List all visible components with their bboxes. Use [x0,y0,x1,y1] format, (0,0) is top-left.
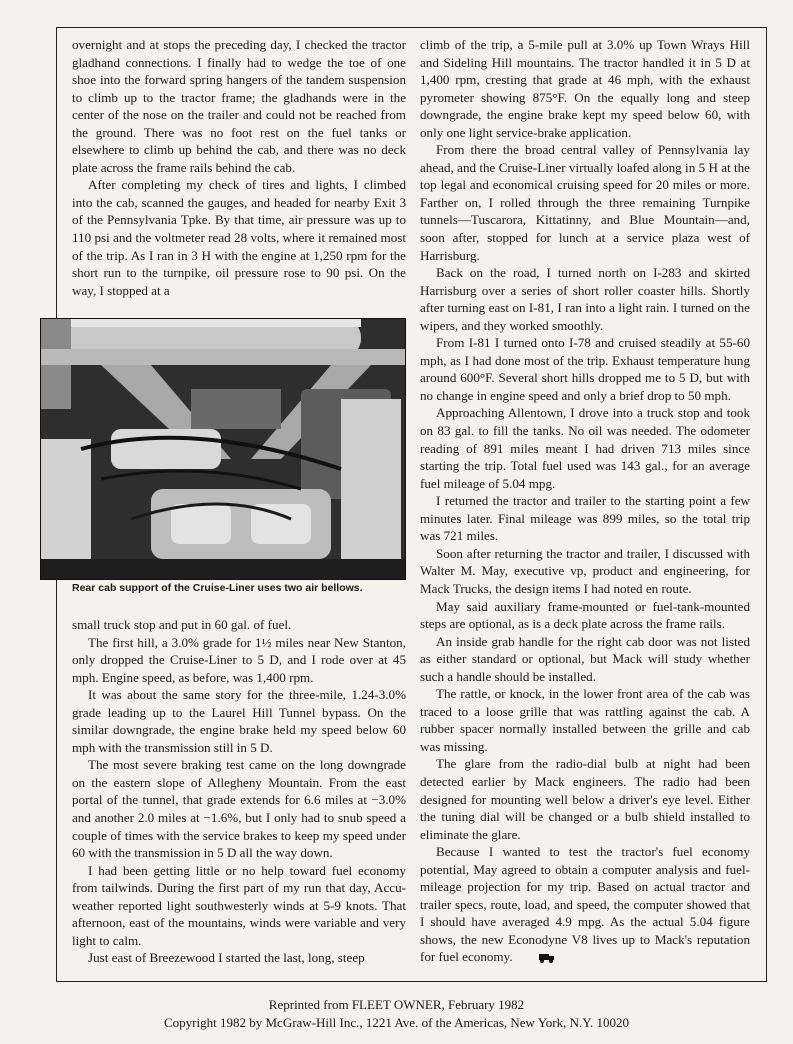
paragraph: small truck stop and put in 60 gal. of fuel. [72,617,292,632]
paragraph: Back on the road, I turned north on I-283 and skirted Harrisburg over a series of short roller coaster hills. Shortly after turning east on I-81, I ran into a light rain. I turned on the wipers, and they worked smoothly. [420,265,750,333]
cab-support-photo [40,318,406,580]
paragraph: Soon after returning the tractor and trailer, I discussed with Walter M. May, executive vp, product and engineering, for Mack Trucks, the design items I had noted en route. [420,545,750,596]
paragraph: It was about the same story for the three-mile, 1.24-3.0% grade leading up to the Laurel Hill Tunnel bypass. On the similar downgrade, the engine brake held my speed below 60 mph with the transmission still in 5 D. [72,687,406,755]
paragraph: May said auxiliary frame-mounted or fuel-tank-mounted steps are optional, as is a deck plate across the frame rails. [420,598,750,632]
paragraph: climb of the trip, a 5-mile pull at 3.0% up Town Wrays Hill and Sideling Hill mountains. The tractor handled it in 5 D at 1,400 rpm, cresting that grade at 46 mph, with the exhaust pyrometer showing 875°F. On the equally long and steep downgrade, the engine brake kept my speed below 60, with only one light service-brake application. [420,37,750,140]
paragraph: The rattle, or knock, in the lower front area of the cab was traced to a loose grille that was rattling against the cab. A rubber spacer normally installed between the grille and cab was missing. [420,686,750,754]
photo-caption: Rear cab support of the Cruise-Liner uses two air bellows. [72,582,363,594]
paragraph: Just east of Breezewood I started the last, long, steep [88,950,365,966]
paragraph: I returned the tractor and trailer to the starting point a few minutes later. Final mileage was 899 miles, so the total trip was 721 miles. [420,493,750,544]
paragraph: The glare from the radio-dial bulb at night had been detected earlier by Mack engineers. The radio had been designed for mounting well below a driver's eye level. Either the tuning dial will be changed or a bulb shield installed to eliminate the glare. [420,756,750,842]
paragraph: The first hill, a 3.0% grade for 1½ miles near New Stanton, only dropped the Cruise-Liner to 5 D, and I rode over at 45 mph. Engine speed, as before, was 1,400 rpm. [72,634,406,685]
paragraph: Approaching Allentown, I drove into a truck stop and took on 83 gal. to fill the tanks. No oil was needed. The odometer reading of 891 miles meant I had driven 713 miles since starting the trip. Total fuel used was 143 gal., for an average fuel mileage of 5.04 mpg. [420,405,750,491]
article-column-left-top [72,36,406,299]
article-column-left-bottom [72,616,406,967]
end-of-article-truck-icon [523,950,555,968]
paragraph: From there the broad central valley of Pennsylvania lay ahead, and the Cruise-Liner virtually loafed along in 5 H at the top legal and economical cruising speed for 20 miles or more. Farther on, I rolled through the three remaining Turnpike tunnels—Tuscarora, Kittatinny, and Blue Mountain—and, soon after, stopped for lunch at a service plaza west of Harrisburg. [420,142,750,263]
paragraph: After completing my check of tires and lights, I climbed into the cab, scanned the gauges, and headed for nearby Exit 3 of the Pennsylvania Tpke. By that time, air pressure was up to 110 psi and the voltmeter read 28 volts, where it remained most of the trip. As I ran in 3 H with the engine at 1,250 rpm for the short run to the turnpike, oil pressure rose to 90 psi. On the way, I stopped at a [72,177,406,298]
reprint-notice: Reprinted from FLEET OWNER, February 1982 [268,997,525,1012]
paragraph-final [420,843,750,967]
paragraph: The most severe braking test came on the long downgrade on the eastern slope of Allegheny Mountain. From the east portal of the tunnel, that grade extends for 6.6 miles at −3.0% and another 2.0 miles at −1.6%, but I only had to snub speed a couple of times with the service brakes to keep my speed under 60 with the transmission in 5 D all the way down. [72,757,406,861]
cab-support-image [41,319,405,579]
copyright-notice: Copyright 1982 by McGraw-Hill Inc., 1221 Ave. of the Americas, New York, N.Y. 10020 [164,1015,629,1030]
paragraph-final-text: Because I wanted to test the tractor's fuel economy potential, May agreed to obtain a computer analysis and fuel-mileage projection for my trip. Based on actual tractor and trailer specs, route, load, and speed, the computer showed that I should have averaged 4.9 mpg. As the actual 5.04 figure shows, the new Econodyne V8 lives up to Mack's reputation for fuel economy. [420,844,750,965]
article-column-right [420,36,750,967]
paragraph: overnight and at stops the preceding day, I checked the tractor gladhand connections. I finally had to wedge the toe of one shoe into the forward spring hangers of the tandem suspension to climb up to the tractor frame; the gladhands were in the center of the nose on the trailer and could not be reached from the ground. There was no foot rest on the fuel tanks or elsewhere to climb up behind the cab, and there was no deck plate across the frame rails behind the cab. [72,37,406,175]
paragraph: I had been getting little or no help toward fuel economy from tailwinds. During the first part of my run that day, Accu-weather reported light southwesterly winds at 5-9 knots. That afternoon, east of the mountains, winds were variable and very light to calm. [72,862,406,948]
paragraph: An inside grab handle for the right cab door was not listed as either standard or optional, but Mack will study whether such a handle should be installed. [420,633,750,684]
paragraph: From I-81 I turned onto I-78 and cruised steadily at 55-60 mph, as I had done most of the trip. Exhaust temperature hung around 600°F. Several short hills dropped me to 5 D, but with no change in engine speed and only a brief drop to 50 mph. [420,335,750,403]
